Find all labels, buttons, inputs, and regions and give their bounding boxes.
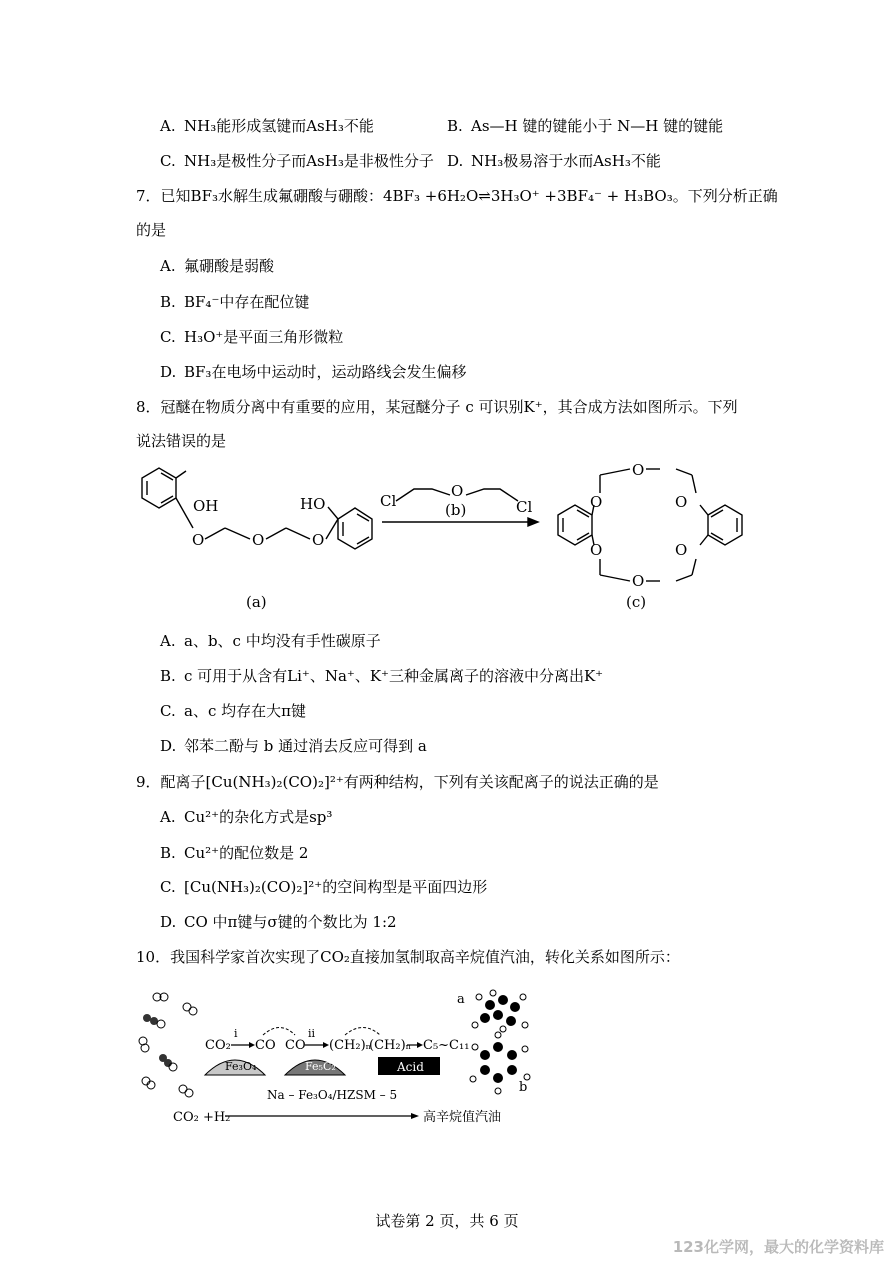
hydrocarbon-models xyxy=(470,990,530,1094)
label-a: (a) xyxy=(246,593,267,611)
label-o: O xyxy=(632,572,645,590)
option-letter: B. xyxy=(447,117,463,135)
crown-ether-synthesis-scheme xyxy=(130,455,750,620)
q9-option-b xyxy=(160,842,308,864)
q8-option-d xyxy=(160,735,427,757)
option-letter: A. xyxy=(160,117,176,135)
label-molecule-b: b xyxy=(519,1080,528,1095)
option-text: H₃O⁺是平面三角形微粒 xyxy=(184,328,344,346)
option-letter: C. xyxy=(160,878,176,896)
label-o: O xyxy=(675,541,688,559)
label-product: 高辛烷值汽油 xyxy=(423,1110,502,1125)
q8-option-a xyxy=(160,630,381,652)
option-text: c 可用于从含有Li⁺、Na⁺、K⁺三种金属离子的溶液中分离出K⁺ xyxy=(184,667,604,685)
option-text: a、b、c 中均没有手性碳原子 xyxy=(184,632,381,650)
label-cl: Cl xyxy=(516,498,533,516)
q6-option-d xyxy=(447,150,661,172)
label-o: O xyxy=(590,493,603,511)
label-co: CO xyxy=(255,1038,276,1053)
page-footer: 试卷第 2 页，共 6 页 xyxy=(375,1212,519,1230)
option-text: 氟硼酸是弱酸 xyxy=(184,257,275,275)
label-catalyst-line: Na – Fe₃O₄/HZSM – 5 xyxy=(267,1088,398,1102)
option-letter: D. xyxy=(160,737,177,755)
q10-stem: 10．我国科学家首次实现了CO₂直接加氢制取高辛烷值汽油，转化关系如图所示： xyxy=(136,948,680,966)
option-text: BF₃在电场中运动时，运动路线会发生偏移 xyxy=(184,363,467,381)
label-o: O xyxy=(451,482,464,500)
option-letter: A. xyxy=(160,808,176,826)
option-letter: C. xyxy=(160,702,176,720)
option-text: As—H 键的键能小于 N—H 键的键能 xyxy=(471,117,724,135)
option-text: NH₃是极性分子而AsH₃是非极性分子 xyxy=(184,152,434,170)
option-letter: B. xyxy=(160,293,176,311)
label-o: O xyxy=(252,531,265,549)
option-letter: A. xyxy=(160,257,176,275)
q6-option-c xyxy=(160,150,434,172)
label-b: (b) xyxy=(445,501,467,519)
option-text: 邻苯二酚与 b 通过消去反应可得到 a xyxy=(184,737,427,755)
option-text: [Cu(NH₃)₂(CO)₂]²⁺的空间构型是平面四边形 xyxy=(184,878,488,896)
label-range: C₅~C₁₁ xyxy=(423,1038,470,1053)
label-molecule-a: a xyxy=(457,992,465,1007)
label-ch2: (CH₂)ₙ xyxy=(329,1038,372,1053)
label-reactants: CO₂ +H₂ xyxy=(173,1110,231,1125)
q9-option-a xyxy=(160,806,332,828)
q8-option-b xyxy=(160,665,603,687)
option-letter: A. xyxy=(160,632,176,650)
label-oh: OH xyxy=(193,497,219,515)
label-ch2: (CH₂)ₙ xyxy=(369,1038,412,1053)
label-step-i: i xyxy=(234,1027,238,1040)
watermark: 123化学网，最大的化学资料库 xyxy=(672,1238,884,1256)
q7-stem-line1: 7．已知BF₃水解生成氟硼酸与硼酸：4BF₃ +6H₂O⇌3H₃O⁺ +3BF₄⁻ + H₃BO₃。下列分析正确 xyxy=(136,187,778,205)
label-cat2: Fe₅C₂ xyxy=(305,1060,336,1073)
q9-option-c xyxy=(160,876,487,898)
q8-stem-line2: 说法错误的是 xyxy=(136,432,227,450)
option-text: NH₃能形成氢键而AsH₃不能 xyxy=(184,117,374,135)
option-letter: D. xyxy=(160,363,177,381)
option-letter: B. xyxy=(160,667,176,685)
q7-stem-line2: 的是 xyxy=(136,221,167,239)
q7-option-c xyxy=(160,326,343,348)
molecule-icons xyxy=(139,993,197,1097)
q7-option-b xyxy=(160,291,309,313)
option-letter: C. xyxy=(160,152,176,170)
option-text: CO 中π键与σ键的个数比为 1:2 xyxy=(184,913,397,931)
q9-stem: 9．配离子[Cu(NH₃)₂(CO)₂]²⁺有两种结构，下列有关该配离子的说法正确的是 xyxy=(136,773,659,791)
label-ho: HO xyxy=(300,495,326,513)
q8-stem-line1: 8．冠醚在物质分离中有重要的应用，某冠醚分子 c 可识别K⁺，其合成方法如图所示。下列 xyxy=(136,398,738,416)
option-text: a、c 均存在大π键 xyxy=(184,702,306,720)
label-cat1: Fe₃O₄ xyxy=(225,1060,257,1073)
label-c: (c) xyxy=(626,593,647,611)
label-o: O xyxy=(192,531,205,549)
label-o: O xyxy=(312,531,325,549)
label-co2: CO₂ xyxy=(205,1038,231,1053)
label-o: O xyxy=(632,461,645,479)
option-letter: D. xyxy=(447,152,464,170)
option-text: NH₃极易溶于水而AsH₃不能 xyxy=(471,152,661,170)
option-letter: B. xyxy=(160,844,176,862)
label-co: CO xyxy=(285,1038,306,1053)
label-acid: Acid xyxy=(397,1060,424,1074)
label-step-ii: ii xyxy=(308,1027,316,1040)
option-text: Cu²⁺的配位数是 2 xyxy=(184,844,309,862)
option-text: Cu²⁺的杂化方式是sp³ xyxy=(184,808,333,826)
label-o: O xyxy=(675,493,688,511)
label-cl: Cl xyxy=(380,492,397,510)
option-letter: C. xyxy=(160,328,176,346)
q9-option-d xyxy=(160,911,397,933)
q6-option-b xyxy=(447,115,723,137)
label-o: O xyxy=(590,541,603,559)
q6-option-a xyxy=(160,115,374,137)
option-letter: D. xyxy=(160,913,177,931)
q7-option-a xyxy=(160,255,274,277)
q7-option-d xyxy=(160,361,466,383)
q8-option-c xyxy=(160,700,306,722)
co2-hydrogenation-scheme xyxy=(135,985,555,1135)
option-text: BF₄⁻中存在配位键 xyxy=(184,293,310,311)
